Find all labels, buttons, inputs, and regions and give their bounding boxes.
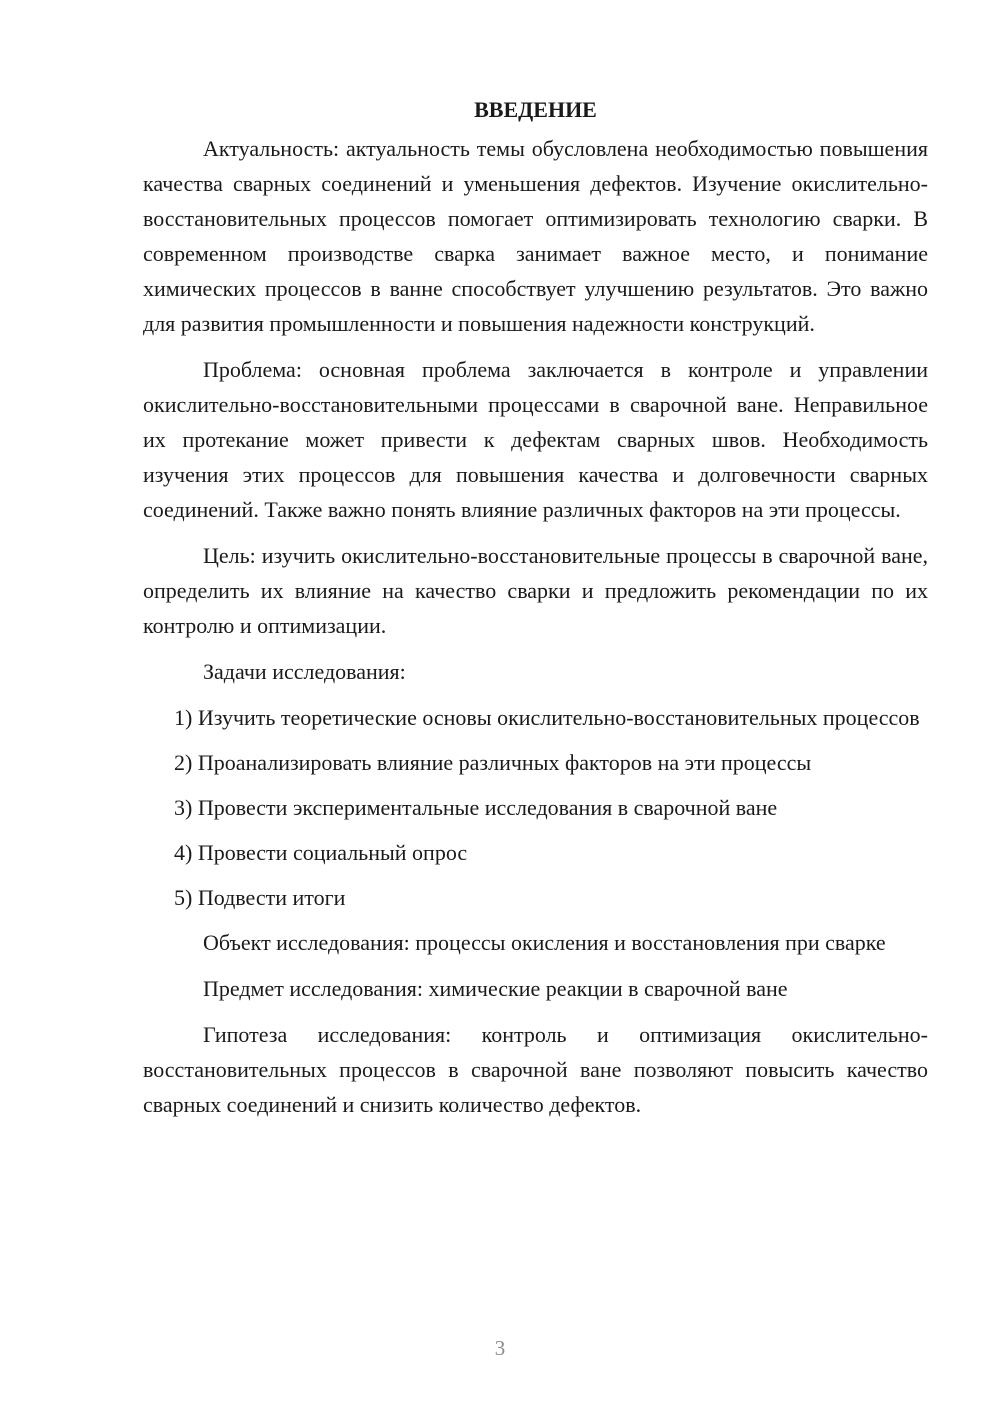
page-number: 3 xyxy=(494,1336,506,1360)
paragraph-subject: Предмет исследования: химические реакции в сварочной ване xyxy=(203,976,788,1001)
paragraph-relevance: Актуальность: актуальность темы обусловлена необходимостью повышения качества сварных соединений и уменьшения дефектов. Изучение окислительно-восстановительных процессов помогает оптимизировать технологию сварки. В современном производстве сварка занимает важное место, и понимание химических процессов в ванне способствует улучшению результатов. Это важно для развития промышленности и повышения надежности конструкций. xyxy=(143,136,928,336)
tasks-list xyxy=(143,700,928,915)
list-item-task-1: 1) Изучить теоретические основы окислительно-восстановительных процессов xyxy=(174,705,920,730)
document-page xyxy=(143,92,928,1133)
paragraph-goal: Цель: изучить окислительно-восстановительные процессы в сварочной ване, определить их влияние на качество сварки и предложить рекомендации по их контролю и оптимизации. xyxy=(143,543,928,638)
list-item-task-5: 5) Подвести итоги xyxy=(174,885,346,910)
tasks-heading: Задачи исследования: xyxy=(203,659,406,684)
paragraph-hypothesis: Гипотеза исследования: контроль и оптимизация окислительно-восстановительных процессов в сварочной ване позволяют повысить качество сварных соединений и снизить количество дефектов. xyxy=(143,1022,928,1117)
list-item-task-2: 2) Проанализировать влияние различных факторов на эти процессы xyxy=(174,750,812,775)
list-item-task-3: 3) Провести экспериментальные исследования в сварочной ване xyxy=(174,795,778,820)
paragraph-object: Объект исследования: процессы окисления и восстановления при сварке xyxy=(203,930,886,955)
paragraph-problem: Проблема: основная проблема заключается в контроле и управлении окислительно-восстановительными процессами в сварочной ване. Неправильное их протекание может привести к дефектам сварных швов. Необходимость изучения этих процессов для повышения качества и долговечности сварных соединений. Также важно понять влияние различных факторов на эти процессы. xyxy=(143,357,928,522)
page-title: ВВЕДЕНИЕ xyxy=(474,97,597,122)
list-item-task-4: 4) Провести социальный опрос xyxy=(174,840,468,865)
